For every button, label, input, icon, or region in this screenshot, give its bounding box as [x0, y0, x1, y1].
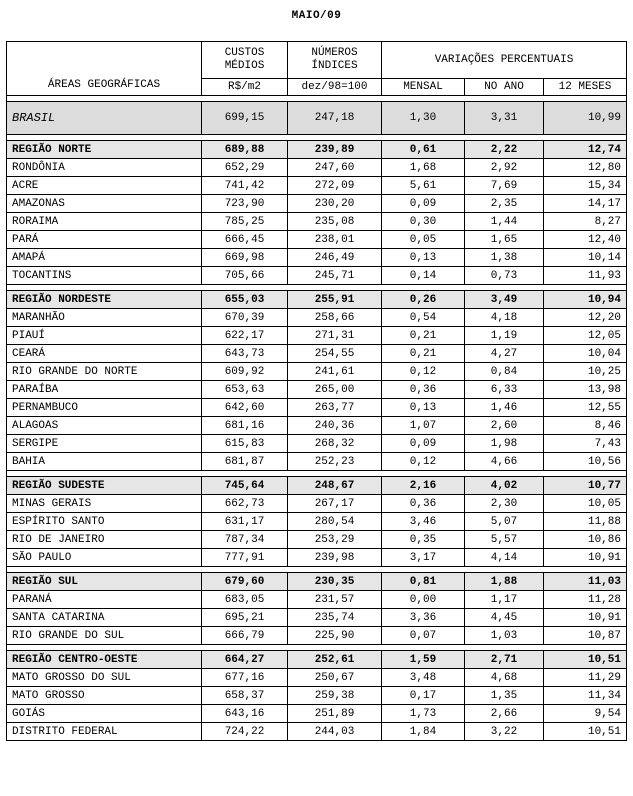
mensal-value: 0,21 — [382, 345, 465, 363]
indice-value: 240,36 — [288, 417, 382, 435]
table-row — [7, 669, 627, 687]
area-name: RIO GRANDE DO SUL — [7, 627, 202, 645]
custo-value: 653,63 — [202, 381, 288, 399]
ano-value: 3,49 — [465, 291, 544, 309]
mensal-value: 0,05 — [382, 231, 465, 249]
table-row — [7, 309, 627, 327]
m12-value: 10,56 — [544, 453, 627, 471]
m12-value: 10,77 — [544, 477, 627, 495]
m12-value: 13,98 — [544, 381, 627, 399]
ano-value: 4,02 — [465, 477, 544, 495]
indice-value: 241,61 — [288, 363, 382, 381]
custo-value: 669,98 — [202, 249, 288, 267]
mensal-value: 1,84 — [382, 723, 465, 741]
header-12-meses: 12 MESES — [544, 79, 627, 96]
ano-value: 0,84 — [465, 363, 544, 381]
indice-value: 253,29 — [288, 531, 382, 549]
area-name: ESPÍRITO SANTO — [7, 513, 202, 531]
mensal-value: 0,09 — [382, 195, 465, 213]
custo-value: 683,05 — [202, 591, 288, 609]
m12-value: 14,17 — [544, 195, 627, 213]
m12-value: 10,91 — [544, 609, 627, 627]
area-name: REGIÃO NORTE — [7, 141, 202, 159]
custo-value: 681,87 — [202, 453, 288, 471]
m12-value: 12,40 — [544, 231, 627, 249]
table-row — [7, 345, 627, 363]
indice-value: 259,38 — [288, 687, 382, 705]
area-name: GOIÁS — [7, 705, 202, 723]
table-row — [7, 213, 627, 231]
ano-value: 5,57 — [465, 531, 544, 549]
custo-value: 777,91 — [202, 549, 288, 567]
mensal-value: 1,68 — [382, 159, 465, 177]
indice-value: 231,57 — [288, 591, 382, 609]
area-name: AMAPÁ — [7, 249, 202, 267]
page-title: MAIO/09 — [291, 10, 342, 22]
custo-value: 745,64 — [202, 477, 288, 495]
header-variacoes: VARIAÇÕES PERCENTUAIS — [382, 42, 627, 79]
m12-value: 10,25 — [544, 363, 627, 381]
area-name: PARAÍBA — [7, 381, 202, 399]
mensal-value: 3,46 — [382, 513, 465, 531]
header-custos-line1: CUSTOS — [224, 47, 265, 59]
m12-value: 12,20 — [544, 309, 627, 327]
custo-value: 662,73 — [202, 495, 288, 513]
indice-value: 254,55 — [288, 345, 382, 363]
custo-value: 622,17 — [202, 327, 288, 345]
area-name: SERGIPE — [7, 435, 202, 453]
m12-value: 11,03 — [544, 573, 627, 591]
mensal-value: 0,09 — [382, 435, 465, 453]
mensal-value: 3,48 — [382, 669, 465, 687]
table-row — [7, 609, 627, 627]
table-row — [7, 267, 627, 285]
indice-value: 230,20 — [288, 195, 382, 213]
custo-value: 643,16 — [202, 705, 288, 723]
m12-value: 12,55 — [544, 399, 627, 417]
indice-value: 271,31 — [288, 327, 382, 345]
area-name: REGIÃO NORDESTE — [7, 291, 202, 309]
custo-value: 666,79 — [202, 627, 288, 645]
ano-value: 2,60 — [465, 417, 544, 435]
ano-value: 7,69 — [465, 177, 544, 195]
indice-value: 252,23 — [288, 453, 382, 471]
custo-value: 609,92 — [202, 363, 288, 381]
ano-value: 1,38 — [465, 249, 544, 267]
mensal-value: 1,30 — [382, 102, 465, 135]
ano-value: 2,35 — [465, 195, 544, 213]
table-row-brasil — [7, 102, 627, 135]
indice-value: 239,89 — [288, 141, 382, 159]
indice-value: 247,18 — [288, 102, 382, 135]
area-name: BAHIA — [7, 453, 202, 471]
area-name: REGIÃO SUL — [7, 573, 202, 591]
ano-value: 2,66 — [465, 705, 544, 723]
mensal-value: 3,17 — [382, 549, 465, 567]
mensal-value: 1,07 — [382, 417, 465, 435]
custo-value: 658,37 — [202, 687, 288, 705]
custo-value: 679,60 — [202, 573, 288, 591]
header-custos-line2: MÉDIOS — [224, 60, 265, 72]
ano-value: 2,71 — [465, 651, 544, 669]
custo-value: 677,16 — [202, 669, 288, 687]
area-name: BRASIL — [7, 102, 202, 135]
mensal-value: 0,35 — [382, 531, 465, 549]
mensal-value: 0,36 — [382, 495, 465, 513]
table-row — [7, 453, 627, 471]
area-name: AMAZONAS — [7, 195, 202, 213]
custo-value: 615,83 — [202, 435, 288, 453]
custo-value: 681,16 — [202, 417, 288, 435]
area-name: DISTRITO FEDERAL — [7, 723, 202, 741]
m12-value: 10,05 — [544, 495, 627, 513]
custo-value: 695,21 — [202, 609, 288, 627]
mensal-value: 0,07 — [382, 627, 465, 645]
m12-value: 10,51 — [544, 723, 627, 741]
area-name: RONDÔNIA — [7, 159, 202, 177]
m12-value: 9,54 — [544, 705, 627, 723]
ano-value: 2,30 — [465, 495, 544, 513]
header-mensal: MENSAL — [382, 79, 465, 96]
table-row — [7, 723, 627, 741]
m12-value: 10,86 — [544, 531, 627, 549]
area-name: SANTA CATARINA — [7, 609, 202, 627]
ano-value: 4,68 — [465, 669, 544, 687]
custo-value: 670,39 — [202, 309, 288, 327]
indice-value: 267,17 — [288, 495, 382, 513]
table-row-region — [7, 477, 627, 495]
ano-value: 6,33 — [465, 381, 544, 399]
m12-value: 10,94 — [544, 291, 627, 309]
ano-value: 3,31 — [465, 102, 544, 135]
indice-value: 238,01 — [288, 231, 382, 249]
indice-value: 268,32 — [288, 435, 382, 453]
custo-value: 655,03 — [202, 291, 288, 309]
custo-value: 643,73 — [202, 345, 288, 363]
mensal-value: 0,14 — [382, 267, 465, 285]
m12-value: 11,28 — [544, 591, 627, 609]
header-indices-line1: NÚMEROS — [311, 47, 358, 59]
custo-value: 631,17 — [202, 513, 288, 531]
area-name: PARÁ — [7, 231, 202, 249]
ano-value: 1,46 — [465, 399, 544, 417]
area-name: MARANHÃO — [7, 309, 202, 327]
m12-value: 8,27 — [544, 213, 627, 231]
table-row — [7, 195, 627, 213]
ano-value: 4,45 — [465, 609, 544, 627]
m12-value: 10,99 — [544, 102, 627, 135]
m12-value: 7,43 — [544, 435, 627, 453]
header-custos-unit: R$/m2 — [202, 79, 288, 96]
table-row — [7, 417, 627, 435]
header-no-ano: NO ANO — [465, 79, 544, 96]
indice-value: 247,60 — [288, 159, 382, 177]
m12-value: 15,34 — [544, 177, 627, 195]
mensal-value: 0,21 — [382, 327, 465, 345]
header-indices-line2: ÍNDICES — [311, 60, 358, 72]
table-row-region — [7, 651, 627, 669]
indice-value: 248,67 — [288, 477, 382, 495]
custo-value: 666,45 — [202, 231, 288, 249]
area-name: MINAS GERAIS — [7, 495, 202, 513]
mensal-value: 0,12 — [382, 363, 465, 381]
mensal-value: 0,81 — [382, 573, 465, 591]
area-name: ACRE — [7, 177, 202, 195]
table-row — [7, 399, 627, 417]
ano-value: 1,19 — [465, 327, 544, 345]
indice-value: 272,09 — [288, 177, 382, 195]
table-row — [7, 435, 627, 453]
custo-value: 642,60 — [202, 399, 288, 417]
mensal-value: 0,13 — [382, 399, 465, 417]
custo-value: 689,88 — [202, 141, 288, 159]
ano-value: 1,88 — [465, 573, 544, 591]
indice-value: 280,54 — [288, 513, 382, 531]
custo-value: 652,29 — [202, 159, 288, 177]
custo-value: 699,15 — [202, 102, 288, 135]
ano-value: 1,35 — [465, 687, 544, 705]
table-row — [7, 381, 627, 399]
area-name: RIO GRANDE DO NORTE — [7, 363, 202, 381]
m12-value: 12,74 — [544, 141, 627, 159]
table-row — [7, 159, 627, 177]
table-row — [7, 705, 627, 723]
area-name: REGIÃO CENTRO-OESTE — [7, 651, 202, 669]
m12-value: 10,91 — [544, 549, 627, 567]
mensal-value: 0,17 — [382, 687, 465, 705]
area-name: MATO GROSSO DO SUL — [7, 669, 202, 687]
ano-value: 4,18 — [465, 309, 544, 327]
table-row — [7, 231, 627, 249]
ano-value: 2,92 — [465, 159, 544, 177]
indice-value: 246,49 — [288, 249, 382, 267]
ano-value: 1,17 — [465, 591, 544, 609]
table-row — [7, 549, 627, 567]
ano-value: 1,03 — [465, 627, 544, 645]
ano-value: 1,65 — [465, 231, 544, 249]
table-row-region — [7, 141, 627, 159]
indice-value: 235,08 — [288, 213, 382, 231]
indice-value: 251,89 — [288, 705, 382, 723]
mensal-value: 0,00 — [382, 591, 465, 609]
area-name: MATO GROSSO — [7, 687, 202, 705]
custo-value: 724,22 — [202, 723, 288, 741]
area-name: PARANÁ — [7, 591, 202, 609]
m12-value: 11,93 — [544, 267, 627, 285]
custo-value: 723,90 — [202, 195, 288, 213]
mensal-value: 3,36 — [382, 609, 465, 627]
header-indices — [288, 42, 382, 79]
area-name: CEARÁ — [7, 345, 202, 363]
area-name: PIAUÍ — [7, 327, 202, 345]
ano-value: 4,14 — [465, 549, 544, 567]
custo-value: 787,34 — [202, 531, 288, 549]
m12-value: 8,46 — [544, 417, 627, 435]
ano-value: 1,98 — [465, 435, 544, 453]
table-row-region — [7, 291, 627, 309]
custo-value: 785,25 — [202, 213, 288, 231]
area-name: ALAGOAS — [7, 417, 202, 435]
mensal-value: 1,59 — [382, 651, 465, 669]
m12-value: 11,29 — [544, 669, 627, 687]
table-row — [7, 177, 627, 195]
indice-value: 244,03 — [288, 723, 382, 741]
m12-value: 10,51 — [544, 651, 627, 669]
mensal-value: 0,12 — [382, 453, 465, 471]
mensal-value: 0,36 — [382, 381, 465, 399]
m12-value: 11,34 — [544, 687, 627, 705]
mensal-value: 0,30 — [382, 213, 465, 231]
custo-value: 664,27 — [202, 651, 288, 669]
indice-value: 235,74 — [288, 609, 382, 627]
cost-index-table — [6, 41, 627, 741]
table-row — [7, 495, 627, 513]
table-row — [7, 513, 627, 531]
custo-value: 741,42 — [202, 177, 288, 195]
mensal-value: 1,73 — [382, 705, 465, 723]
mensal-value: 0,13 — [382, 249, 465, 267]
ano-value: 4,27 — [465, 345, 544, 363]
indice-value: 263,77 — [288, 399, 382, 417]
table-row-region — [7, 573, 627, 591]
indice-value: 255,91 — [288, 291, 382, 309]
table-row — [7, 363, 627, 381]
m12-value: 10,87 — [544, 627, 627, 645]
area-name: RIO DE JANEIRO — [7, 531, 202, 549]
m12-value: 12,05 — [544, 327, 627, 345]
table-row — [7, 327, 627, 345]
indice-value: 230,35 — [288, 573, 382, 591]
indice-value: 252,61 — [288, 651, 382, 669]
indice-value: 239,98 — [288, 549, 382, 567]
ano-value: 4,66 — [465, 453, 544, 471]
table-row — [7, 249, 627, 267]
header-indices-unit: dez/98=100 — [288, 79, 382, 96]
indice-value: 258,66 — [288, 309, 382, 327]
ano-value: 2,22 — [465, 141, 544, 159]
m12-value: 10,04 — [544, 345, 627, 363]
indice-value: 245,71 — [288, 267, 382, 285]
table-row — [7, 591, 627, 609]
mensal-value: 0,26 — [382, 291, 465, 309]
mensal-value: 5,61 — [382, 177, 465, 195]
table-row — [7, 687, 627, 705]
area-name: PERNAMBUCO — [7, 399, 202, 417]
table-body — [7, 96, 627, 741]
mensal-value: 0,54 — [382, 309, 465, 327]
m12-value: 11,88 — [544, 513, 627, 531]
ano-value: 0,73 — [465, 267, 544, 285]
area-name: SÃO PAULO — [7, 549, 202, 567]
m12-value: 12,80 — [544, 159, 627, 177]
ano-value: 5,07 — [465, 513, 544, 531]
mensal-value: 2,16 — [382, 477, 465, 495]
indice-value: 225,90 — [288, 627, 382, 645]
area-name: REGIÃO SUDESTE — [7, 477, 202, 495]
ano-value: 3,22 — [465, 723, 544, 741]
header-custos — [202, 42, 288, 79]
table-row — [7, 531, 627, 549]
custo-value: 705,66 — [202, 267, 288, 285]
area-name: RORAIMA — [7, 213, 202, 231]
indice-value: 250,67 — [288, 669, 382, 687]
mensal-value: 0,61 — [382, 141, 465, 159]
area-name: TOCANTINS — [7, 267, 202, 285]
indice-value: 265,00 — [288, 381, 382, 399]
m12-value: 10,14 — [544, 249, 627, 267]
ano-value: 1,44 — [465, 213, 544, 231]
table-row — [7, 627, 627, 645]
header-areas: ÁREAS GEOGRÁFICAS — [7, 42, 202, 96]
